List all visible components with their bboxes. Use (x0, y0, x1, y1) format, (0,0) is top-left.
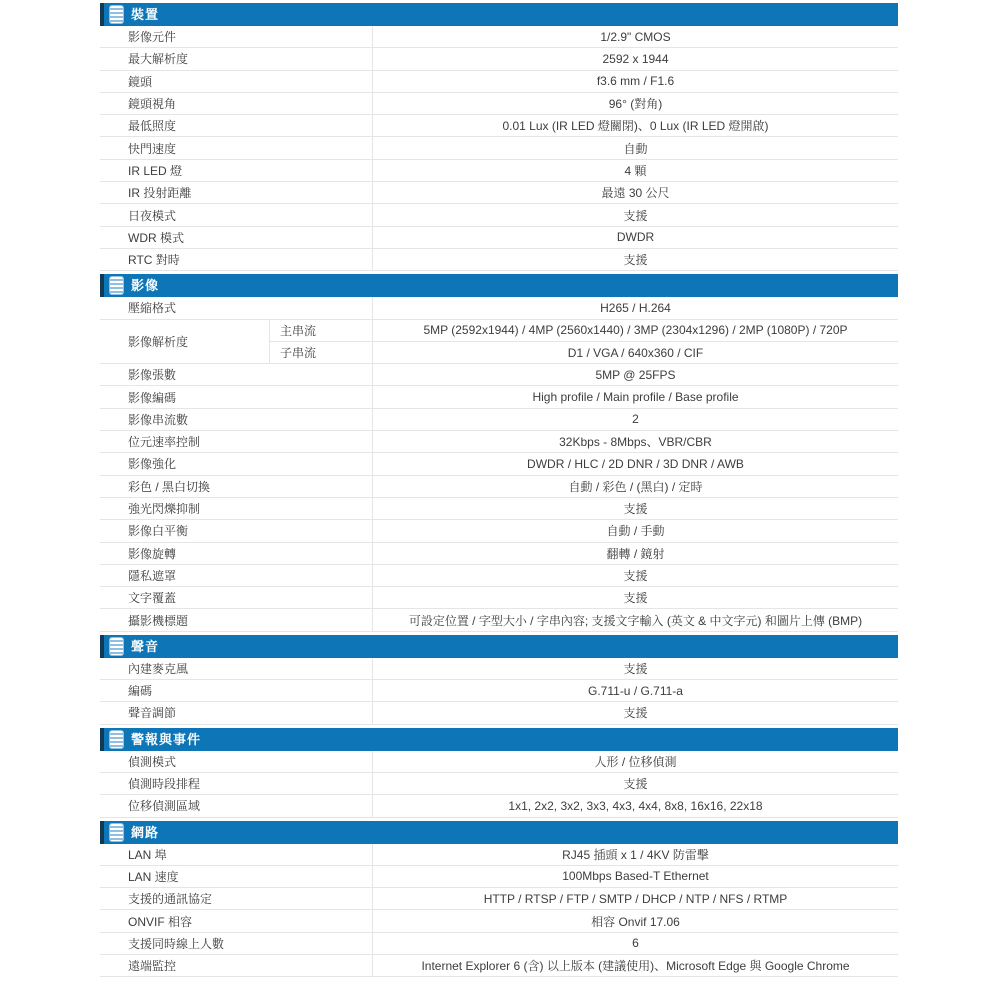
sub-row-value: D1 / VGA / 640x360 / CIF (567, 345, 704, 360)
row-value: 人形 / 位移偵測 (594, 754, 677, 769)
table-row (100, 453, 898, 475)
row-label: 隱私遮罩 (100, 565, 373, 586)
table-row (100, 249, 898, 271)
section-title: 聲音 (131, 638, 160, 654)
table-row (100, 520, 898, 542)
spec-table (100, 3, 898, 977)
row-label: 快門速度 (100, 137, 373, 158)
table-row (100, 543, 898, 565)
section-header (100, 635, 898, 658)
row-label: 位元速率控制 (100, 431, 373, 452)
table-row (100, 160, 898, 182)
row-label: 偵測時段排程 (100, 773, 373, 794)
table-row (100, 888, 898, 910)
row-value: 最遠 30 公尺 (601, 186, 670, 201)
list-icon (110, 638, 123, 655)
table-row (100, 680, 898, 702)
table-row (100, 137, 898, 159)
table-row (100, 933, 898, 955)
row-value: 支援 (623, 777, 648, 792)
row-value: 自動 / 手動 (606, 524, 665, 539)
row-value: 翻轉 / 鏡射 (606, 546, 665, 561)
row-label: 影像元件 (100, 26, 373, 47)
section-header (100, 3, 898, 26)
list-icon (110, 6, 123, 23)
list-icon (110, 277, 123, 294)
row-label: 鏡頭視角 (100, 93, 373, 114)
spec-section (100, 728, 898, 818)
row-label: 影像編碼 (100, 386, 373, 407)
section-title: 網路 (131, 824, 160, 840)
row-value: 1/2.9" CMOS (600, 29, 671, 44)
row-label: WDR 模式 (100, 227, 373, 248)
row-value: 支援 (623, 253, 648, 268)
table-row (100, 26, 898, 48)
table-row (100, 320, 898, 365)
row-value: DWDR (616, 230, 655, 245)
row-label: 最大解析度 (100, 48, 373, 69)
row-label: ONVIF 相容 (100, 910, 373, 931)
row-value: 100Mbps Based-T Ethernet (562, 869, 709, 884)
row-label: RTC 對時 (100, 249, 373, 270)
row-value: 2 (632, 412, 639, 427)
row-value: H265 / H.264 (600, 300, 671, 315)
row-value: 支援 (623, 591, 648, 606)
section-title: 影像 (131, 278, 160, 294)
table-row (100, 182, 898, 204)
row-label: 日夜模式 (100, 204, 373, 225)
row-label: 位移偵測區域 (100, 795, 373, 816)
row-label: 內建麥克風 (100, 658, 373, 679)
list-icon (110, 731, 123, 748)
row-value: 6 (632, 936, 639, 951)
spec-section (100, 821, 898, 978)
row-label: 彩色 / 黑白切換 (100, 476, 373, 497)
row-value: 自動 / 彩色 / (黑白) / 定時 (568, 479, 703, 494)
row-label: 支援的通訊協定 (100, 888, 373, 909)
table-row (100, 565, 898, 587)
table-row (100, 204, 898, 226)
row-label: 強光閃爍抑制 (100, 498, 373, 519)
row-value: 5MP @ 25FPS (595, 367, 676, 382)
row-label: 編碼 (100, 680, 373, 701)
row-value: 支援 (623, 661, 648, 676)
table-row (100, 609, 898, 631)
row-value: RJ45 插頭 x 1 / 4KV 防雷擊 (562, 847, 709, 862)
row-label: 偵測模式 (100, 751, 373, 772)
table-row (100, 702, 898, 724)
row-value: High profile / Main profile / Base profile (532, 390, 739, 405)
table-row (100, 431, 898, 453)
table-row (100, 587, 898, 609)
row-value: 1x1, 2x2, 3x2, 3x3, 4x3, 4x4, 8x8, 16x16, 22x18 (508, 798, 763, 813)
row-label: LAN 速度 (100, 866, 373, 887)
table-row (100, 795, 898, 817)
row-label: 攝影機標題 (100, 609, 373, 630)
sub-row (270, 320, 898, 342)
row-value: 可設定位置 / 字型大小 / 字串內容; 支援文字輸入 (英文 & 中文字元) 和圖片上傳 (BMP) (408, 613, 863, 628)
table-row (100, 844, 898, 866)
table-row (100, 48, 898, 70)
row-value: 支援 (623, 208, 648, 223)
spec-section (100, 635, 898, 725)
row-label: LAN 埠 (100, 844, 373, 865)
row-label: 文字覆蓋 (100, 587, 373, 608)
row-value: 自動 (623, 141, 648, 156)
row-value: 2592 x 1944 (602, 51, 669, 66)
table-row (100, 658, 898, 680)
row-value: 32Kbps - 8Mbps、VBR/CBR (559, 435, 712, 450)
row-label: 支援同時線上人數 (100, 933, 373, 954)
section-header (100, 728, 898, 751)
table-row (100, 476, 898, 498)
table-row (100, 386, 898, 408)
sub-row (270, 342, 898, 363)
row-value: G.711-u / G.711-a (588, 683, 683, 698)
sub-row-value: 5MP (2592x1944) / 4MP (2560x1440) / 3MP (2304x1296) / 2MP (1080P) / 720P (423, 323, 848, 338)
table-row (100, 751, 898, 773)
table-row (100, 364, 898, 386)
row-value: DWDR / HLC / 2D DNR / 3D DNR / AWB (527, 456, 744, 471)
table-row (100, 498, 898, 520)
table-row (100, 227, 898, 249)
row-label: 聲音調節 (100, 702, 373, 723)
row-label: 影像張數 (100, 364, 373, 385)
row-label: 影像強化 (100, 453, 373, 474)
row-value: 相容 Onvif 17.06 (591, 914, 680, 929)
row-value: 96° (對角) (608, 97, 663, 112)
section-title: 警報與事件 (131, 731, 202, 747)
row-label: 影像白平衡 (100, 520, 373, 541)
row-value: 支援 (623, 502, 648, 517)
row-value: f3.6 mm / F1.6 (596, 74, 675, 89)
spec-section (100, 3, 898, 271)
section-header (100, 821, 898, 844)
sub-row-label: 主串流 (270, 320, 373, 341)
section-header (100, 274, 898, 297)
section-title: 裝置 (131, 7, 160, 22)
spec-section (100, 274, 898, 631)
row-value: 支援 (623, 706, 648, 721)
list-icon (110, 824, 123, 841)
row-label: 遠端監控 (100, 955, 373, 976)
row-value: 支援 (623, 568, 648, 583)
row-label: IR LED 燈 (100, 160, 373, 181)
table-row (100, 773, 898, 795)
table-row (100, 910, 898, 932)
table-row (100, 409, 898, 431)
row-label: 壓縮格式 (100, 297, 373, 318)
row-label: 影像串流數 (100, 409, 373, 430)
row-label: 影像解析度 (100, 320, 270, 364)
table-row (100, 866, 898, 888)
table-row (100, 115, 898, 137)
row-value: HTTP / RTSP / FTP / SMTP / DHCP / NTP / NFS / RTMP (483, 891, 788, 906)
table-row (100, 71, 898, 93)
row-label: 影像旋轉 (100, 543, 373, 564)
row-label: 鏡頭 (100, 71, 373, 92)
table-row (100, 297, 898, 319)
table-row (100, 93, 898, 115)
row-value: 4 顆 (624, 163, 647, 178)
row-label: 最低照度 (100, 115, 373, 136)
row-value: 0.01 Lux (IR LED 燈關閉)、0 Lux (IR LED 燈開啟) (502, 119, 769, 134)
sub-column (270, 320, 898, 364)
table-row (100, 955, 898, 977)
row-value: Internet Explorer 6 (含) 以上版本 (建議使用)、Microsoft Edge 與 Google Chrome (421, 959, 850, 974)
row-label: IR 投射距離 (100, 182, 373, 203)
sub-row-label: 子串流 (270, 342, 373, 363)
